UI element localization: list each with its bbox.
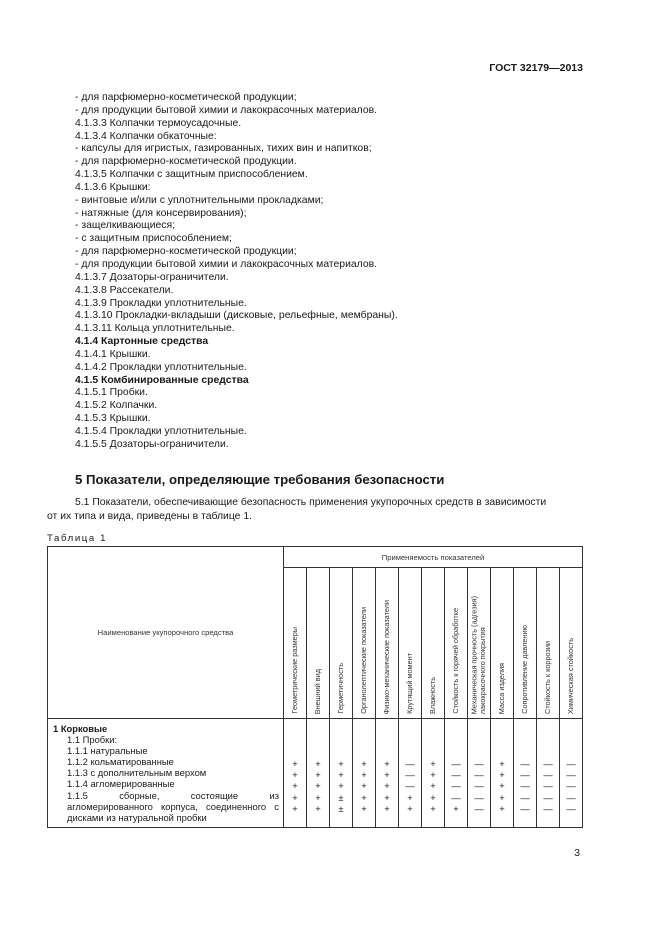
value-column [514, 719, 537, 828]
cell-value: + [499, 780, 505, 792]
text-line: 4.1.5.4 Прокладки уплотнительные. [75, 425, 247, 437]
cell-value [376, 736, 398, 747]
indicator-column-header [284, 568, 307, 719]
text-line: - капсулы для игристых, газированных, тихих вин и напитков; [75, 143, 372, 155]
cell-value: + [499, 802, 505, 814]
cell-value: — [474, 802, 484, 814]
paragraph [47, 496, 587, 524]
text-line: 4.1.3.9 Прокладки уплотнительные. [75, 297, 247, 309]
cell-value: + [292, 780, 298, 792]
row-label: 1.1.1 натуральные [67, 745, 148, 757]
value-column [399, 719, 422, 828]
cell-value: — [474, 758, 484, 770]
cell-value [376, 747, 398, 758]
cell-value: + [499, 791, 505, 803]
cell-value: + [407, 802, 413, 814]
indicator-label: Внешний вид [312, 668, 322, 714]
indicator-label: Сопротивление давлению [519, 625, 529, 714]
cell-value: + [361, 758, 367, 770]
cell-value [399, 747, 421, 758]
table-header-row [48, 547, 583, 568]
text-line: 4.1.3.4 Колпачки обкаточные: [75, 130, 217, 142]
value-column [330, 719, 353, 828]
indicator-column-header [468, 568, 491, 719]
cell-value: + [361, 791, 367, 803]
cell-value: — [566, 791, 576, 803]
cell-value: + [499, 769, 505, 781]
cell-value: — [566, 769, 576, 781]
name-column [48, 719, 284, 828]
cell-value: + [361, 802, 367, 814]
text-line: 4.1.4.1 Крышки. [75, 348, 151, 360]
indicator-column-header [560, 568, 583, 719]
cell-value: + [292, 802, 298, 814]
cell-value [491, 747, 513, 758]
row-label: 1.1.5 сборные, состоящие из агломерированного корпуса, соединенного с дисками из натуральной пробки [67, 789, 279, 823]
text-line: 4.1.5.3 Крышки. [75, 413, 151, 425]
applicability-table [47, 546, 583, 828]
row-label: 1.1 Пробки: [67, 734, 118, 746]
cell-value: + [338, 758, 344, 770]
text-line: - защелкивающиеся; [75, 220, 175, 232]
cell-value [468, 747, 490, 758]
cell-value: — [474, 780, 484, 792]
cell-value: — [520, 758, 530, 770]
cell-value [560, 736, 582, 747]
value-column [537, 719, 560, 828]
paragraph-line: 5.1 Показатели, обеспечивающие безопасность применения укупорочных средств в зависимости [75, 497, 547, 508]
cell-value: — [474, 769, 484, 781]
cell-value: — [543, 802, 553, 814]
indicator-column-header [353, 568, 376, 719]
cell-value: — [474, 791, 484, 803]
value-column [307, 719, 330, 828]
indicator-label: Химическая стойкость [565, 637, 575, 714]
cell-value: ± [338, 802, 344, 814]
indicator-label: Стойкость к горячей обработке [450, 608, 460, 714]
value-column [376, 719, 399, 828]
cell-value: — [451, 780, 461, 792]
row-label: 1 Корковые [53, 723, 108, 734]
indicator-label: Влажность [427, 677, 437, 714]
cell-value [445, 747, 467, 758]
cell-value: + [292, 769, 298, 781]
cell-value: — [520, 791, 530, 803]
cell-value: — [520, 802, 530, 814]
indicator-label: Крутящий момент [404, 653, 414, 714]
indicator-label: Механическая прочность (адгезия) лакокрасочного покрытия [469, 595, 487, 714]
cell-value: — [566, 780, 576, 792]
cell-value [422, 747, 444, 758]
paragraph-line: от их типа и вида, приведены в таблице 1. [47, 511, 253, 522]
cell-value: — [520, 769, 530, 781]
indicator-column-header [422, 568, 445, 719]
text-line: 4.1.3.11 Кольца уплотнительные. [75, 323, 235, 335]
row-label: 1.1.2 кольматированные [67, 756, 174, 768]
cell-value [330, 736, 352, 747]
indicator-label: Геометрические размеры [289, 627, 299, 714]
text-line: 4.1.5.2 Колпачки. [75, 400, 158, 412]
text-line: - с защитным приспособлением; [75, 233, 232, 245]
text-line: - для парфюмерно-косметической продукции. [75, 156, 297, 168]
cell-value: + [338, 780, 344, 792]
cell-value [399, 736, 421, 747]
value-column [284, 719, 307, 828]
cell-value: — [405, 758, 415, 770]
indicator-label: Масса изделия [496, 662, 506, 714]
cell-value: — [566, 758, 576, 770]
cell-value [514, 736, 536, 747]
value-column [445, 719, 468, 828]
text-line: 4.1.3.6 Крышки: [75, 181, 151, 193]
text-line: - для парфюмерно-косметической продукции; [75, 246, 297, 258]
cell-value: + [315, 780, 321, 792]
value-column [491, 719, 514, 828]
cell-value: + [315, 791, 321, 803]
cell-value [445, 736, 467, 747]
cell-value: + [384, 780, 390, 792]
indicator-column-header [376, 568, 399, 719]
cell-value: + [430, 769, 436, 781]
cell-value [537, 736, 559, 747]
value-column [468, 719, 491, 828]
text-line: - винтовые и/или с уплотнительными прокладками; [75, 194, 324, 206]
cell-value: — [543, 780, 553, 792]
cell-value [514, 747, 536, 758]
text-line: 4.1.4.2 Прокладки уплотнительные. [75, 361, 247, 373]
indicator-label: Физико-механические показатели [381, 599, 391, 714]
text-line: - для продукции бытовой химии и лакокрасочных материалов. [75, 258, 378, 270]
list-content [75, 92, 595, 452]
cell-value: — [405, 769, 415, 781]
cell-value: — [566, 802, 576, 814]
cell-value [422, 736, 444, 747]
text-line: 4.1.5 Комбинированные средства [75, 374, 249, 386]
indicator-column-header [514, 568, 537, 719]
text-line: 4.1.3.5 Колпачки с защитным приспособлением. [75, 169, 308, 181]
value-column [353, 719, 376, 828]
text-line: 4.1.3.3 Колпачки термоусадочные. [75, 117, 242, 129]
cell-value: + [430, 780, 436, 792]
text-line: - для продукции бытовой химии и лакокрасочных материалов. [75, 104, 378, 116]
indicator-column-header [537, 568, 560, 719]
cell-value [284, 736, 306, 747]
text-line: 4.1.3.10 Прокладки-вкладыши (дисковые, рельефные, мембраны). [75, 310, 398, 322]
cell-value: — [451, 791, 461, 803]
text-line: 4.1.3.7 Дозаторы-ограничители. [75, 271, 229, 283]
cell-value: — [451, 758, 461, 770]
cell-value [468, 736, 490, 747]
cell-value: — [543, 769, 553, 781]
cell-value: + [292, 758, 298, 770]
applicability-header: Применяемость показателей [284, 547, 583, 568]
cell-value: + [292, 791, 298, 803]
cell-value [560, 747, 582, 758]
indicator-column-header [491, 568, 514, 719]
table-caption: Таблица 1 [47, 533, 108, 544]
cell-value: + [361, 769, 367, 781]
cell-value: + [453, 802, 459, 814]
cell-value: + [499, 758, 505, 770]
cell-value: + [430, 758, 436, 770]
cell-value: + [430, 791, 436, 803]
cell-value: + [315, 802, 321, 814]
indicator-column-header [307, 568, 330, 719]
cell-value: — [543, 758, 553, 770]
cell-value: ± [338, 791, 344, 803]
document-header: ГОСТ 32179—2013 [489, 62, 583, 74]
cell-value [307, 747, 329, 758]
text-line: 4.1.3.8 Рассекатели. [75, 284, 174, 296]
cell-value [307, 736, 329, 747]
cell-value: + [338, 769, 344, 781]
value-column [560, 719, 583, 828]
indicator-column-header [445, 568, 468, 719]
value-column [422, 719, 445, 828]
cell-value [491, 736, 513, 747]
text-line: - натяжные (для консервирования); [75, 207, 247, 219]
cell-value: + [384, 791, 390, 803]
text-line: - для парфюмерно-косметической продукции; [75, 92, 297, 103]
cell-value: + [384, 769, 390, 781]
row-label: 1.1.3 с дополнительным верхом [67, 767, 207, 779]
cell-value: + [361, 780, 367, 792]
cell-value [284, 747, 306, 758]
cell-value [537, 747, 559, 758]
cell-value: + [315, 769, 321, 781]
cell-value: — [543, 791, 553, 803]
cell-value: + [384, 802, 390, 814]
text-line: 4.1.5.5 Дозаторы-ограничители. [75, 438, 229, 450]
cell-value: — [405, 780, 415, 792]
indicator-column-header [399, 568, 422, 719]
cell-value: + [407, 791, 413, 803]
table-body-row [48, 719, 583, 828]
cell-value: + [384, 758, 390, 770]
page-number: 3 [574, 848, 580, 859]
indicator-label: Герметичность [335, 663, 345, 714]
cell-value [330, 747, 352, 758]
cell-value: — [451, 769, 461, 781]
cell-value: + [430, 802, 436, 814]
cell-value [353, 736, 375, 747]
row-label: 1.1.4 агломерированные [67, 778, 175, 790]
cell-value: + [315, 758, 321, 770]
indicator-label: Органолептические показатели [358, 607, 368, 714]
indicator-column-header [330, 568, 353, 719]
text-line: 4.1.4 Картонные средства [75, 336, 209, 348]
name-column-header: Наименование укупорочного средства [48, 547, 284, 719]
cell-value: — [520, 780, 530, 792]
indicator-label: Стойкость к коррозии [542, 641, 552, 714]
section-title: 5 Показатели, определяющие требования безопасности [75, 472, 445, 487]
text-line: 4.1.5.1 Пробки. [75, 387, 148, 399]
cell-value [353, 747, 375, 758]
